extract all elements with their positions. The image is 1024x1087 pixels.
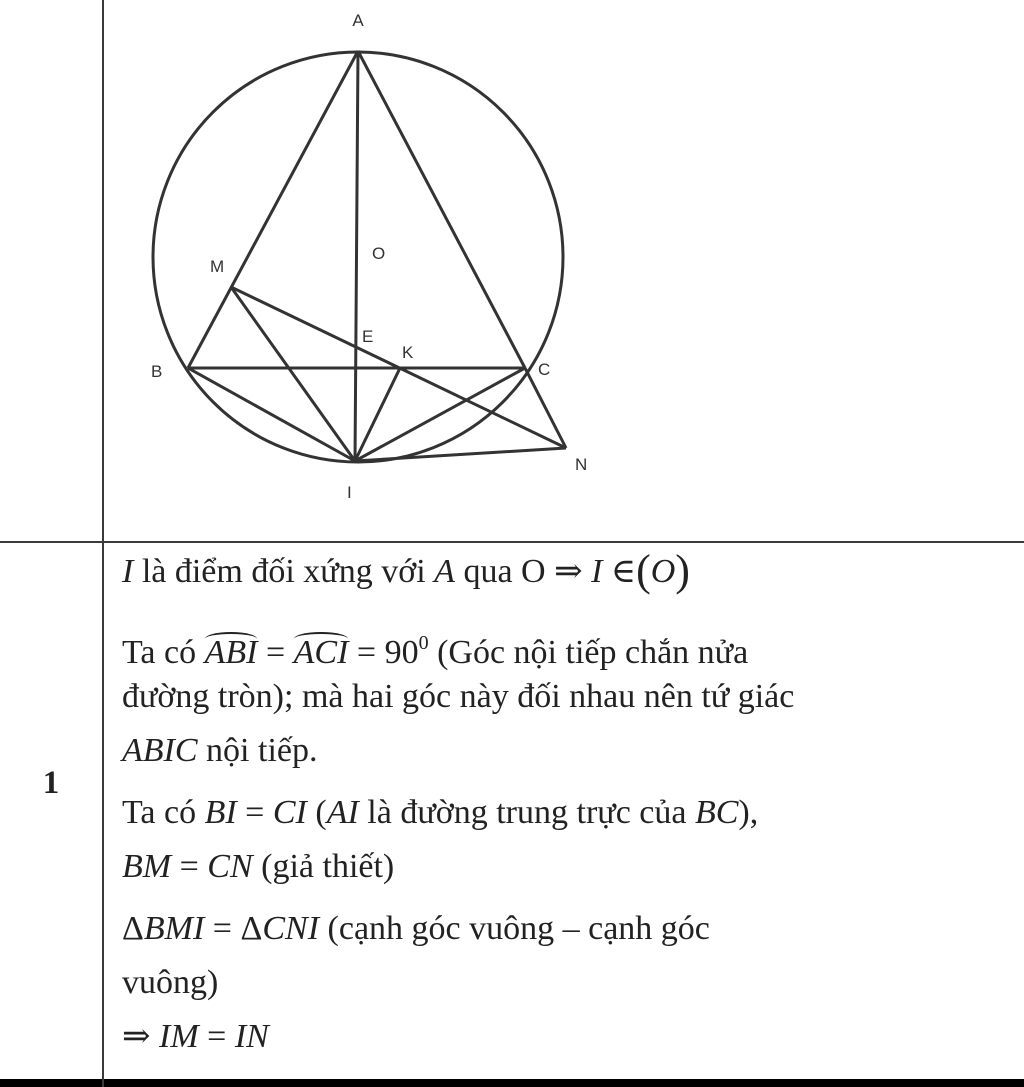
segment-mi <box>231 287 355 461</box>
solution-line-1 <box>122 548 1012 594</box>
label-a: A <box>352 11 364 30</box>
label-e: E <box>362 327 374 346</box>
solution-line-7 <box>122 906 1012 952</box>
geometry-figure-cell <box>104 0 1024 541</box>
paren-close: ) <box>675 546 690 595</box>
text-segment: ∈ <box>602 553 637 590</box>
segment-ac <box>358 51 525 368</box>
segment-cn <box>525 368 566 448</box>
segment-in <box>355 448 566 461</box>
text-segment: Ta có <box>122 634 205 671</box>
label-o: O <box>372 244 386 263</box>
label-k: K <box>402 343 414 362</box>
degree-superscript: 0 <box>418 632 429 654</box>
text-segment: Ta có <box>122 794 205 831</box>
solution-line-5 <box>122 790 1012 836</box>
label-n: N <box>575 455 588 474</box>
geometry-figure <box>104 0 1024 541</box>
solution-line-4 <box>122 728 1012 774</box>
label-b: B <box>151 362 163 381</box>
text-segment: = <box>236 794 273 831</box>
var-i: I <box>122 553 134 590</box>
var-ai: AI <box>326 794 359 831</box>
var-in: IN <box>234 1018 269 1055</box>
text-segment: = <box>257 634 294 671</box>
text-segment: (Góc nội tiếp chắn nửa <box>428 634 749 671</box>
text-segment: = <box>171 848 208 885</box>
var-cni: CNI <box>262 910 320 947</box>
label-c: C <box>538 360 551 379</box>
solution-line-2 <box>122 620 1012 671</box>
segment-ai <box>355 51 358 461</box>
text-segment: = Δ <box>204 910 263 947</box>
text-segment: = <box>198 1018 235 1055</box>
var-ci: CI <box>272 794 307 831</box>
segment-ab <box>188 51 358 368</box>
text-segment: đường tròn); mà hai góc này đối nhau nên tứ giác <box>122 678 795 715</box>
text-segment: (cạnh góc vuông – cạnh góc <box>319 910 710 947</box>
text-segment: (giả thiết) <box>252 848 395 885</box>
solution-line-6 <box>122 844 1012 890</box>
var-bi: BI <box>204 794 237 831</box>
angle-aci: ACI <box>294 630 349 676</box>
solution-line-9 <box>122 1014 1012 1060</box>
text-segment: là điểm đối xứng với <box>133 553 435 590</box>
segment-bi <box>188 368 355 461</box>
delta-symbol: Δ <box>122 910 144 947</box>
text-segment: là đường trung trực của <box>358 794 695 831</box>
solution-text <box>122 548 1012 1060</box>
var-a: A <box>434 553 455 590</box>
var-im: IM <box>159 1018 199 1055</box>
text-segment: nội tiếp. <box>197 732 318 769</box>
var-abic: ABIC <box>122 732 198 769</box>
text-segment: ( <box>306 794 327 831</box>
text-segment: ), <box>738 794 759 831</box>
paren-open: ( <box>636 546 651 595</box>
text-segment: vuông) <box>122 964 219 1001</box>
row-number: 1 <box>42 765 60 801</box>
var-i: I <box>591 553 603 590</box>
angle-abi: ABI <box>205 630 258 676</box>
var-bc: BC <box>694 794 739 831</box>
row-divider <box>0 541 1024 543</box>
var-o: O <box>650 553 676 590</box>
label-i: I <box>347 483 352 502</box>
solution-line-8 <box>122 960 1012 1006</box>
implies-arrow: ⇒ <box>122 1018 159 1055</box>
label-m: M <box>210 257 225 276</box>
text-segment: = 90 <box>348 634 419 671</box>
text-segment: qua O ⇒ <box>454 553 592 590</box>
var-bm: BM <box>122 848 172 885</box>
var-bmi: BMI <box>143 910 205 947</box>
var-cn: CN <box>207 848 253 885</box>
solution-line-3 <box>122 674 1012 720</box>
